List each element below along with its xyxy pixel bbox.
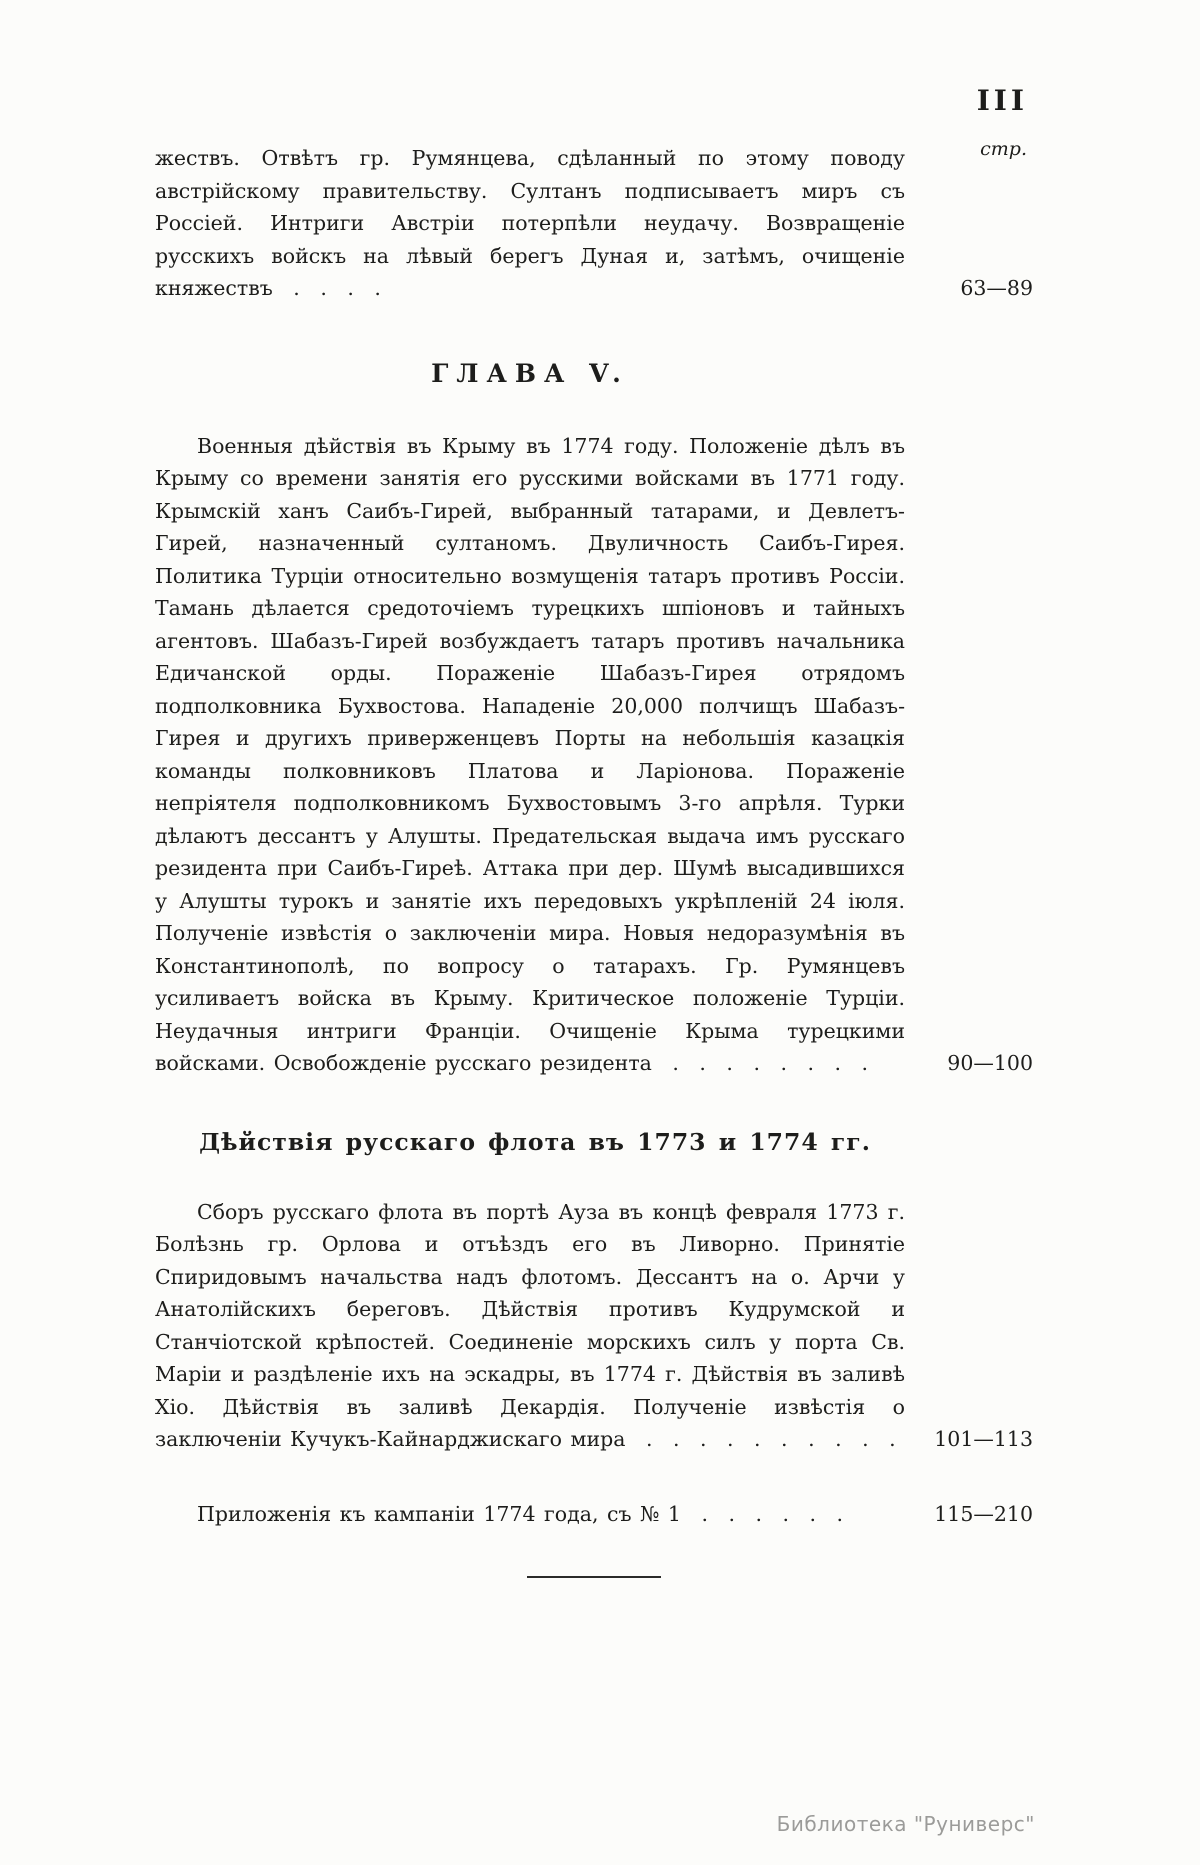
section-divider <box>527 1576 661 1578</box>
toc-entry-pages: 63—89 <box>960 276 1033 300</box>
toc-entry-pages: 115—210 <box>934 1501 1033 1526</box>
toc-entry <box>155 1196 1033 1456</box>
page-number: III <box>976 84 1028 117</box>
toc-entry-text: Приложенія къ кампаніи 1774 года, съ № 1 . . . . . . <box>197 1501 844 1526</box>
toc-entry <box>155 1498 1033 1531</box>
toc-entry-pages: 101—113 <box>934 1427 1033 1451</box>
fleet-section-heading: Дѣйствія русскаго флота въ 1773 и 1774 гг. <box>199 1127 871 1156</box>
toc-entry-text: Сборъ русскаго флота въ портѣ Ауза въ концѣ февраля 1773 г. Болѣзнь гр. Орлова и отъѣздъ его въ Ливорно. Принятіе Спиридовымъ начальства надъ флотомъ. Дессантъ на о. Арчи у Анатолійскихъ береговъ. Дѣйствія противъ Кудрумской и Станчіотской крѣпостей. Соединеніе морскихъ силъ у порта Св. Маріи и раздѣленіе ихъ на эскадры, въ 1774 г. Дѣйствія въ заливѣ Хіо. Дѣйствія въ заливѣ Декардія. Полученіе извѣстія о заключеніи Кучукъ-Кайнарджискаго мира . . . . . . . . . . <box>155 1199 905 1451</box>
toc-entry-text: Военныя дѣйствія въ Крыму въ 1774 году. Положеніе дѣлъ въ Крыму со времени занятія его русскими войсками въ 1771 году. Крымскій ханъ Саибъ-Гирей, выбранный татарами, и Девлетъ-Гирей, назначенный султаномъ. Двуличность Саибъ-Гирея. Политика Турціи относительно возмущенія татаръ противъ Россіи. Тамань дѣлается средоточіемъ турецкихъ шпіоновъ и тайныхъ агентовъ. Шабазъ-Гирей возбуждаетъ татаръ противъ начальника Едичанской орды. Пораженіе Шабазъ-Гирея отрядомъ подполковника Бухвостова. Нападеніе 20,000 полчищъ Шабазъ-Гирея и другихъ приверженцевъ Порты на небольшія казацкія команды полковниковъ Платова и Ларіонова. Пораженіе непріятеля подполковникомъ Бухвостовымъ 3-го апрѣля. Турки дѣлаютъ дессантъ у Алушты. Предательская выдача имъ русскаго резидента при Саибъ-Гиреѣ. Аттака при дер. Шумѣ высадившихся у Алушты турокъ и занятіе ихъ передовыхъ укрѣпленій 24 іюля. Полученіе извѣстія о заключеніи мира. Новыя недоразумѣнія въ Константинополѣ, по вопросу о татарахъ. Гр. Румянцевъ усиливаетъ войска въ Крыму. Критическое положеніе Турціи. Неудачныя интриги Франціи. Очищеніе Крыма турецкими войсками. Освобожденіе русскаго резидента . . . . . . . . <box>155 433 905 1075</box>
toc-entry-text: жествъ. Отвѣтъ гр. Румянцева, сдѣланный по этому поводу австрійскому правительству. Султанъ подписываетъ миръ съ Россіей. Интриги Австріи потерпѣли неудачу. Возвращеніе русскихъ войскъ на лѣвый берегъ Дуная и, затѣмъ, очищеніе княжествъ . . . . <box>155 146 905 300</box>
toc-entry <box>155 138 1033 305</box>
toc-entry <box>155 430 1033 1080</box>
table-of-contents <box>155 138 1033 1578</box>
chapter-heading: ГЛАВА V. <box>431 358 629 388</box>
pages-column-label: стр. <box>980 138 1027 160</box>
toc-entry-pages: 90—100 <box>947 1051 1033 1075</box>
library-watermark: Библиотека "Руниверс" <box>776 1812 1035 1836</box>
